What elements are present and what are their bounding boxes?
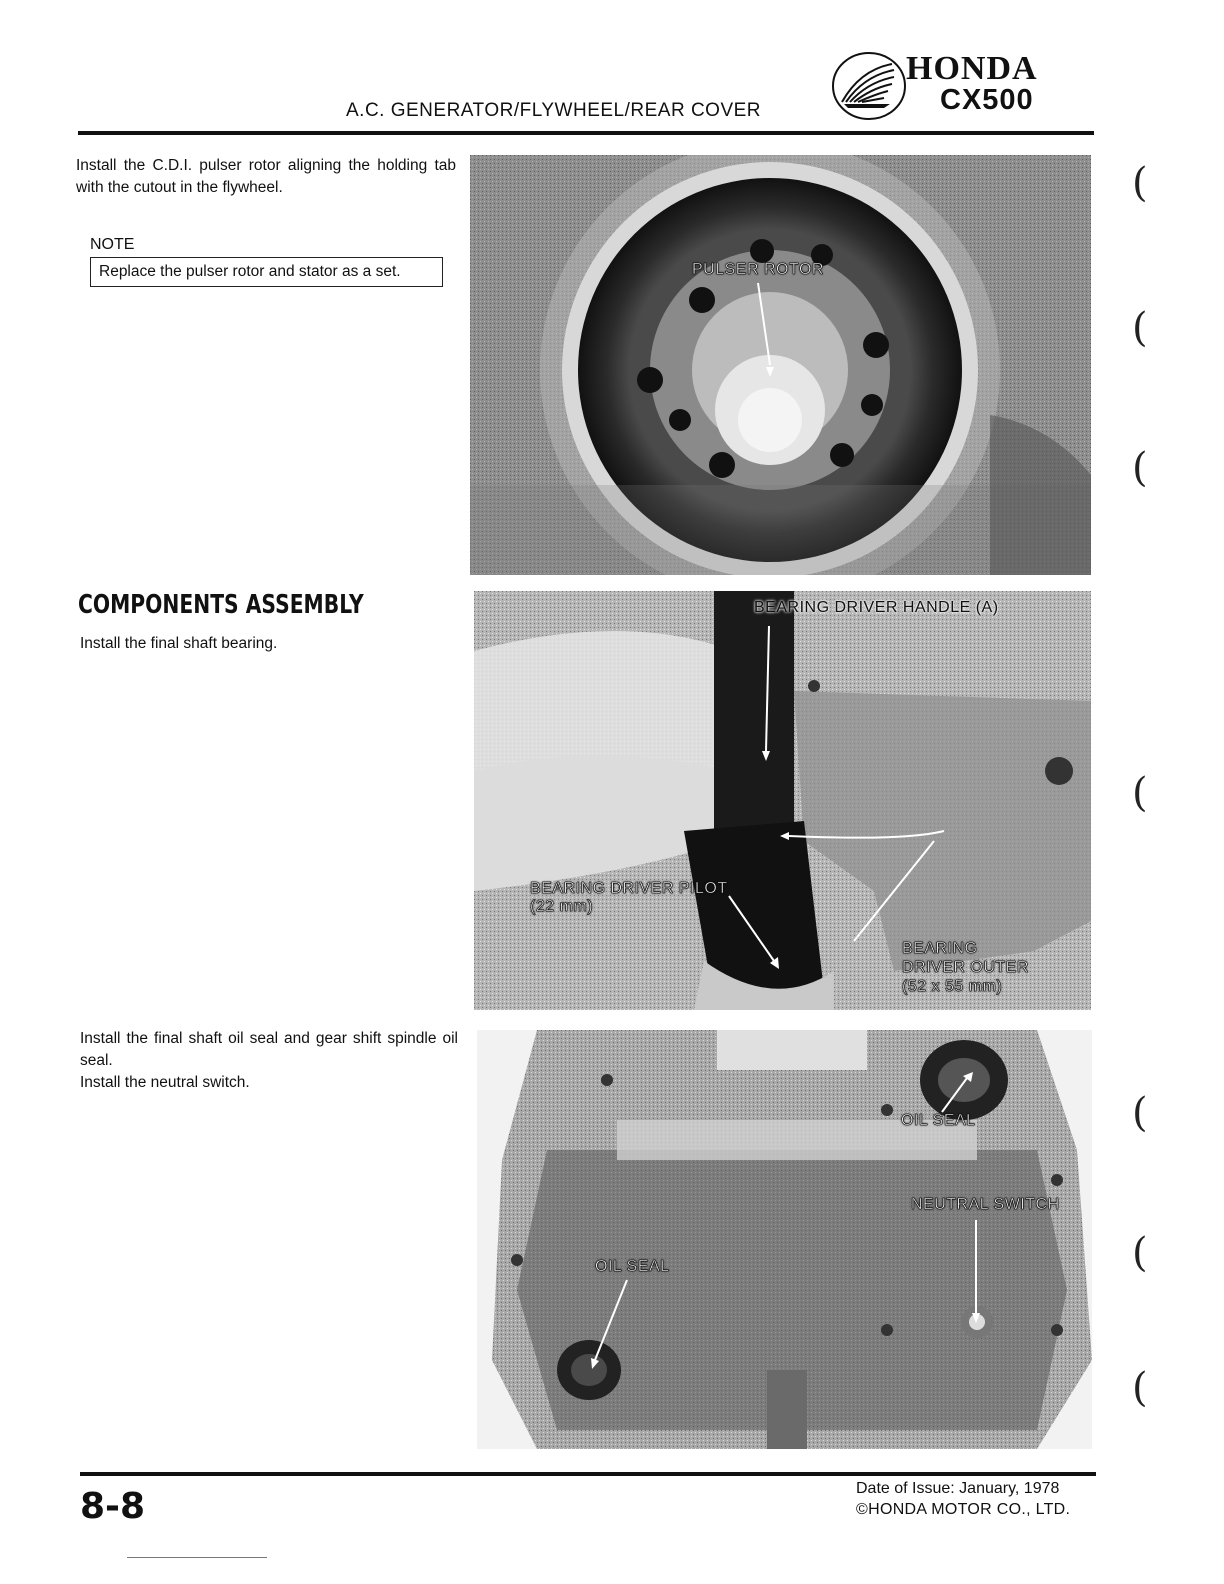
binder-hole-mark: (: [1132, 1090, 1148, 1136]
note-text: Replace the pulser rotor and stator as a set.: [99, 263, 401, 280]
label-outer-line1: BEARING: [902, 940, 978, 957]
bearing-instruction: Install the final shaft bearing.: [80, 635, 278, 652]
binder-hole-mark: (: [1132, 770, 1148, 816]
footer-rule: [80, 1472, 1096, 1476]
label-neutral-switch: NEUTRAL SWITCH: [911, 1196, 1060, 1213]
label-outer-line3: (52 x 55 mm): [902, 978, 1003, 995]
honda-wing-logo-icon: [830, 50, 908, 122]
seal-instruction-2: Install the neutral switch.: [80, 1074, 250, 1091]
seal-instructions: [80, 1028, 458, 1094]
photo-bearing-driver: [474, 591, 1091, 1010]
label-outer-line2: DRIVER OUTER: [902, 959, 1029, 976]
label-oil-seal-top: OIL SEAL: [901, 1112, 976, 1129]
binder-hole-mark: (: [1132, 1230, 1148, 1276]
binder-hole-mark: (: [1132, 305, 1148, 351]
label-pulser-rotor: PULSER ROTOR: [692, 261, 824, 278]
page-number: 8-8: [80, 1486, 146, 1527]
label-bearing-driver-handle: BEARING DRIVER HANDLE (A): [754, 599, 999, 616]
copyright: ©HONDA MOTOR CO., LTD.: [856, 1501, 1071, 1518]
note-label: NOTE: [90, 236, 135, 253]
seal-instruction-1: Install the final shaft oil seal and gear shift spindle oil seal.: [80, 1030, 458, 1069]
label-pilot-line2: (22 mm): [530, 898, 594, 915]
label-bearing-driver-pilot: [530, 880, 728, 916]
date-of-issue: Date of Issue: January, 1978: [856, 1480, 1060, 1497]
brand-name: HONDA: [906, 50, 1038, 87]
header-rule: [78, 131, 1094, 135]
components-assembly-heading: COMPONENTS ASSEMBLY: [78, 590, 364, 620]
photo-pulser-rotor: [470, 155, 1091, 575]
section-title: A.C. GENERATOR/FLYWHEEL/REAR COVER: [346, 100, 762, 121]
pulser-instruction: Install the C.D.I. pulser rotor aligning the holding tab with the cutout in the flywheel.: [76, 157, 456, 196]
scan-artifact-line: [127, 1557, 267, 1558]
binder-hole-mark: (: [1132, 160, 1148, 206]
binder-hole-mark: (: [1132, 1365, 1148, 1411]
note-box: [90, 257, 443, 287]
photo-oil-seals: [477, 1030, 1092, 1449]
label-oil-seal-bottom: OIL SEAL: [595, 1258, 670, 1275]
binder-hole-mark: (: [1132, 445, 1148, 491]
label-bearing-driver-outer: [902, 939, 1029, 996]
model-name: CX500: [940, 84, 1034, 116]
label-pilot-line1: BEARING DRIVER PILOT: [530, 880, 728, 897]
